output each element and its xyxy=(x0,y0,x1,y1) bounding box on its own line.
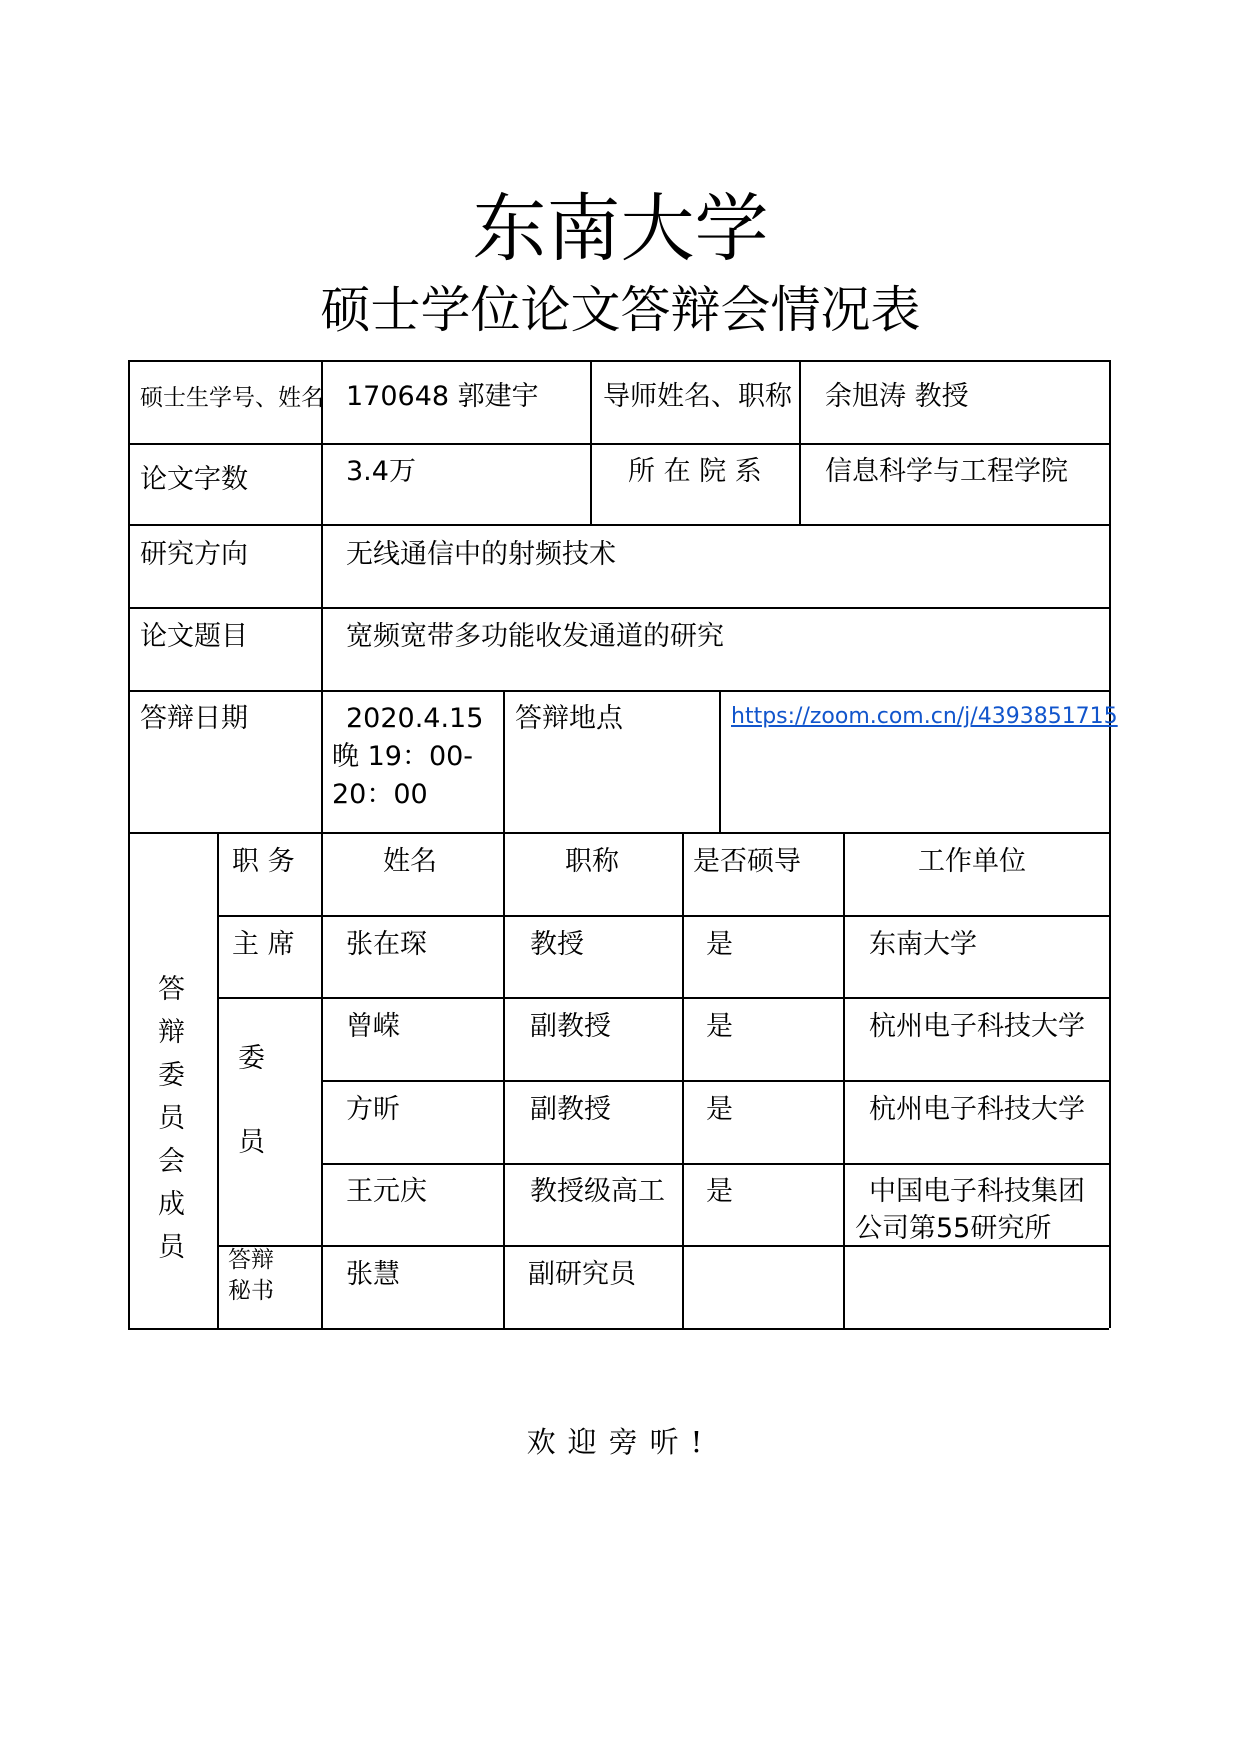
member-title: 副教授 xyxy=(530,1094,611,1125)
words-value: 3.4万 xyxy=(346,456,416,487)
member-title: 教授 xyxy=(530,929,584,960)
place-label: 答辩地点 xyxy=(515,703,623,734)
advisor-value: 余旭涛 教授 xyxy=(825,381,969,412)
date-line3: 20：00 xyxy=(332,779,428,810)
header-role: 职 务 xyxy=(232,846,295,877)
member-advisor: 是 xyxy=(706,1176,733,1207)
side-char: 会 xyxy=(158,1146,185,1177)
welcome-footer: 欢迎旁听! xyxy=(526,1425,715,1459)
member-unit-line2: 公司第55研究所 xyxy=(855,1213,1052,1244)
member-title: 教授级高工 xyxy=(530,1176,665,1207)
dept-value: 信息科学与工程学院 xyxy=(825,456,1068,487)
side-char: 委 xyxy=(158,1060,185,1091)
member-advisor: 是 xyxy=(706,929,733,960)
words-label: 论文字数 xyxy=(140,464,248,495)
member-name: 王元庆 xyxy=(346,1176,427,1207)
side-char: 员 xyxy=(158,1103,185,1134)
secretary-label-1: 答辩 xyxy=(228,1247,274,1273)
member-unit: 杭州电子科技大学 xyxy=(869,1094,1085,1125)
side-char: 成 xyxy=(158,1189,185,1220)
date-line1: 2020.4.15 xyxy=(346,703,484,734)
side-char: 员 xyxy=(158,1232,185,1263)
header-unit: 工作单位 xyxy=(918,846,1026,877)
form-title: 硕士学位论文答辩会情况表 xyxy=(320,281,921,339)
date-line2: 晚 19：00- xyxy=(332,741,474,772)
member-advisor: 是 xyxy=(706,1011,733,1042)
member-name: 张在琛 xyxy=(346,929,427,960)
member-title: 副教授 xyxy=(530,1011,611,1042)
secretary-label-2: 秘书 xyxy=(228,1278,274,1304)
member-name: 方昕 xyxy=(346,1094,400,1125)
member-label-2: 员 xyxy=(238,1127,265,1158)
side-char: 答 xyxy=(158,974,185,1005)
header-advisor: 是否硕导 xyxy=(693,846,801,877)
header-name: 姓名 xyxy=(383,846,437,877)
student-value: 170648 郭建宇 xyxy=(346,381,539,412)
committee-side-label xyxy=(158,968,188,1269)
advisor-label: 导师姓名、职称 xyxy=(603,381,792,412)
member-label-1: 委 xyxy=(238,1043,265,1074)
direction-label: 研究方向 xyxy=(140,539,248,570)
place-link[interactable]: https://zoom.com.cn/j/4393851715 xyxy=(731,704,1118,729)
student-label: 硕士生学号、姓名 xyxy=(140,385,324,411)
header-title: 职称 xyxy=(565,846,619,877)
member-name: 曾嵘 xyxy=(346,1011,400,1042)
member-unit: 中国电子科技集团 xyxy=(869,1176,1085,1207)
member-name: 张慧 xyxy=(346,1259,400,1290)
topic-label: 论文题目 xyxy=(140,621,248,652)
university-title: 东南大学 xyxy=(472,186,769,272)
direction-value: 无线通信中的射频技术 xyxy=(346,539,616,570)
chair-label: 主 席 xyxy=(232,929,295,960)
member-title: 副研究员 xyxy=(528,1259,636,1290)
member-unit: 杭州电子科技大学 xyxy=(869,1011,1085,1042)
date-label: 答辩日期 xyxy=(140,703,248,734)
member-advisor: 是 xyxy=(706,1094,733,1125)
member-unit: 东南大学 xyxy=(869,929,977,960)
side-char: 辩 xyxy=(158,1017,185,1048)
dept-label: 所 在 院 系 xyxy=(628,456,762,487)
topic-value: 宽频宽带多功能收发通道的研究 xyxy=(346,621,724,652)
